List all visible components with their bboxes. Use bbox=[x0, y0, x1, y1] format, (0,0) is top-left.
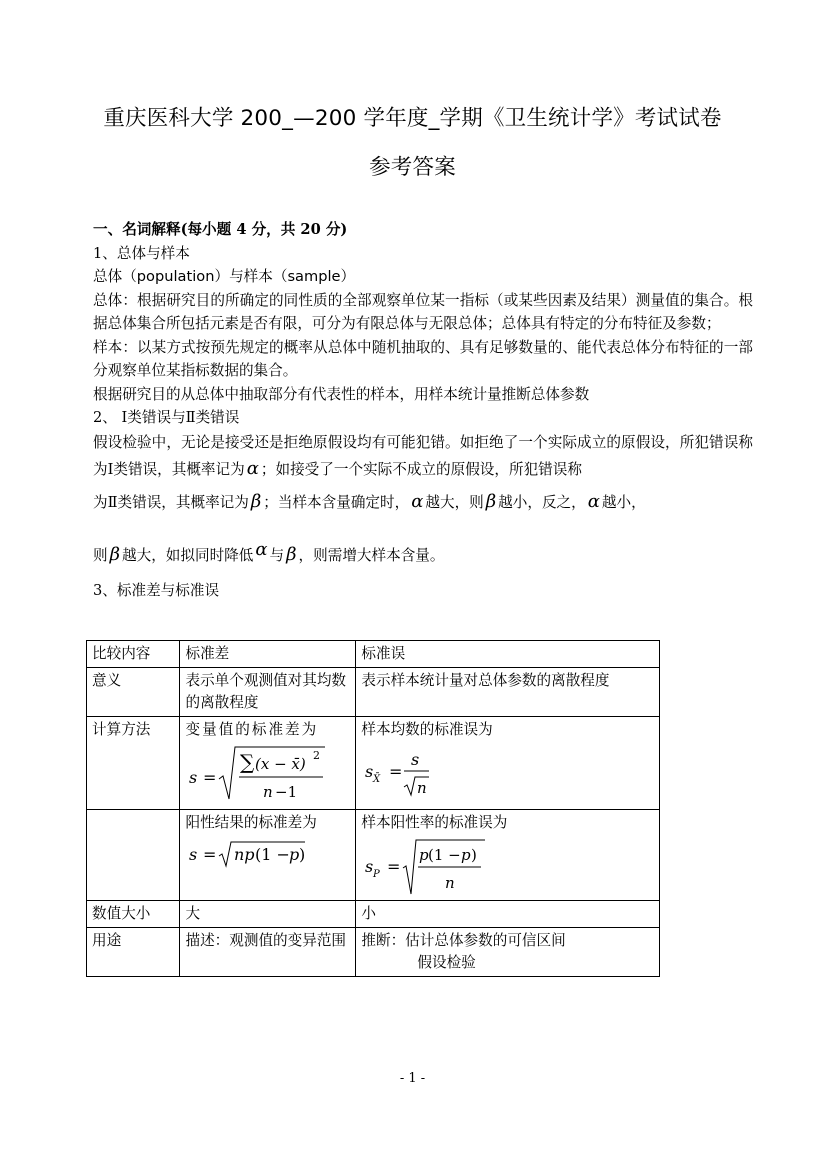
table-row bbox=[87, 717, 660, 810]
svg-text:n: n bbox=[445, 874, 456, 892]
table-cell: 推断：估计总体参数的可信区间 假设检验 bbox=[356, 928, 660, 977]
error-types-paragraph-2: 为Ⅱ类错误，其概率记为 β ；当样本含量确定时， α 越大，则 β 越小，反之， α 越小， bbox=[93, 490, 646, 512]
sample-definition: 样本：以某方式按预先规定的概率从总体中随机抽取的、具有足够数量的、能代表总体分布特征的一部分观察单位某指标数据的集合。 bbox=[93, 338, 753, 379]
svg-text:=: = bbox=[203, 768, 217, 787]
svg-text:s: s bbox=[189, 845, 198, 864]
exam-title: 重庆医科大学 200_—200 学年度_学期《卫生统计学》考试试卷 bbox=[103, 106, 722, 131]
svg-text:(x − x̄): (x − x̄) bbox=[255, 755, 307, 773]
svg-text:): ) bbox=[471, 846, 478, 864]
svg-text:P: P bbox=[373, 869, 381, 880]
pos-se-label: 样本阳性率的标准误为 bbox=[361, 814, 508, 831]
table-header-cell: 标准差 bbox=[180, 641, 356, 668]
table-row bbox=[87, 928, 660, 977]
table-cell bbox=[180, 717, 356, 810]
comparison-table bbox=[86, 640, 660, 977]
inference-note: 根据研究目的从总体中抽取部分有代表性的样本，用样本统计量推断总体参数 bbox=[93, 385, 590, 403]
svg-text:s: s bbox=[365, 762, 374, 781]
alpha-symbol: α bbox=[246, 457, 259, 479]
svg-text:s: s bbox=[365, 857, 374, 876]
svg-text:X̄: X̄ bbox=[373, 774, 381, 785]
item-1-subheading: 总体（population）与样本（sample） bbox=[93, 268, 356, 285]
table-row bbox=[87, 668, 660, 717]
svg-text:−1: −1 bbox=[275, 783, 298, 801]
table-row bbox=[87, 901, 660, 928]
table-cell: 表示单个观测值对其均数的离散程度 bbox=[180, 668, 356, 717]
pos-sd-formula bbox=[185, 834, 335, 894]
svg-text:s: s bbox=[189, 768, 198, 787]
svg-text:p: p bbox=[289, 845, 300, 864]
table-header-cell: 标准误 bbox=[356, 641, 660, 668]
se-formula bbox=[361, 741, 481, 801]
error-types-paragraph-3: 则 β 越大，如拟同时降低 α 与 β ，则需增大样本含量。 bbox=[93, 538, 445, 565]
svg-text:=: = bbox=[389, 762, 403, 781]
svg-text:2: 2 bbox=[313, 749, 321, 762]
sd-formula bbox=[185, 741, 335, 807]
section-1 bbox=[93, 218, 753, 603]
exam-subtitle: 参考答案 bbox=[369, 155, 456, 180]
svg-text:(1 −: (1 − bbox=[428, 846, 462, 864]
svg-text:): ) bbox=[299, 845, 306, 864]
table-cell bbox=[180, 810, 356, 901]
table-cell: 用途 bbox=[87, 928, 180, 977]
svg-text:p: p bbox=[419, 846, 429, 864]
se-label: 样本均数的标准误为 bbox=[361, 721, 493, 738]
page-number: - 1 - bbox=[399, 1071, 426, 1086]
item-1-heading: 1、总体与样本 bbox=[93, 244, 190, 262]
table-cell bbox=[87, 810, 180, 901]
table-cell bbox=[356, 717, 660, 810]
svg-text:s: s bbox=[411, 750, 420, 769]
table-row bbox=[87, 810, 660, 901]
table-header-row bbox=[87, 641, 660, 668]
table-cell: 数值大小 bbox=[87, 901, 180, 928]
svg-text:np: np bbox=[234, 845, 256, 864]
svg-text:n: n bbox=[417, 779, 428, 797]
svg-text:∑: ∑ bbox=[240, 750, 255, 774]
pos-sd-label: 阳性结果的标准差为 bbox=[185, 814, 317, 831]
svg-text:(1 −: (1 − bbox=[255, 845, 291, 864]
pos-se-formula bbox=[361, 834, 511, 898]
svg-text:p: p bbox=[461, 846, 471, 864]
population-definition: 总体：根据研究目的所确定的同性质的全部观察单位某一指标（或某些因素及结果）测量值的集合。根据总体集合所包括元素是否有限，可分为有限总体与无限总体；总体具有特定的分布特征及参数； bbox=[93, 291, 753, 332]
table-cell: 表示样本统计量对总体参数的离散程度 bbox=[356, 668, 660, 717]
svg-text:n: n bbox=[263, 783, 274, 801]
table-header-cell: 比较内容 bbox=[87, 641, 180, 668]
table-cell: 小 bbox=[356, 901, 660, 928]
table-cell bbox=[356, 810, 660, 901]
table-cell: 意义 bbox=[87, 668, 180, 717]
section-heading: 一、名词解释(每小题 4 分，共 20 分) bbox=[93, 221, 348, 238]
item-2-heading: 2、 Ⅰ类错误与Ⅱ类错误 bbox=[93, 409, 240, 426]
item-3-heading: 3、标准差与标准误 bbox=[93, 582, 220, 599]
table-cell: 大 bbox=[180, 901, 356, 928]
table-cell: 描述：观测值的变异范围 bbox=[180, 928, 356, 977]
error-types-paragraph: 假设检验中，无论是接受还是拒绝原假设均有可能犯错。如拒绝了一个实际成立的原假设，所犯错误称为Ⅰ类错误，其概率记为 α ；如接受了一个实际不成立的原假设，所犯错误称 bbox=[93, 433, 753, 479]
sd-label: 变量值的标准差为 bbox=[185, 721, 319, 738]
svg-text:=: = bbox=[203, 845, 217, 864]
table-cell: 计算方法 bbox=[87, 717, 180, 810]
svg-text:=: = bbox=[387, 857, 401, 876]
